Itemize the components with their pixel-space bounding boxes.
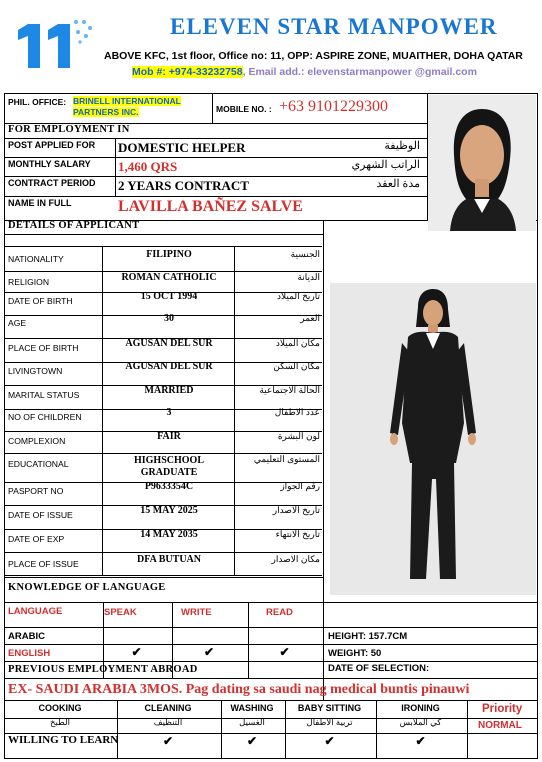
post-arabic: الوظيفة — [384, 140, 420, 152]
detail-row-divider — [4, 271, 322, 272]
language-header: LANGUAGE — [8, 606, 63, 617]
detail-row-divider — [4, 246, 322, 247]
detail-row-divider — [4, 292, 322, 293]
detail-label-8: COMPLEXION — [8, 436, 66, 446]
priority-label: Priority — [482, 703, 523, 715]
detail-value-8: FAIR — [157, 431, 181, 442]
mobile-number: +63 9101229300 — [279, 98, 389, 115]
detail-value-4: AGUSAN DEL SUR — [125, 338, 213, 349]
detail-arabic-8: لون البشرة — [277, 431, 320, 441]
skill-check-1: ✔ — [162, 734, 174, 748]
detail-label-10: PASPORT NO — [8, 486, 64, 496]
detail-value-1: ROMAN CATHOLIC — [121, 272, 217, 283]
detail-value-9-line2: GRADUATE — [140, 467, 198, 478]
detail-arabic-5: مكان السكن — [273, 361, 320, 371]
full-name: LAVILLA BAÑEZ SALVE — [118, 198, 303, 215]
cooking-value: WILLING TO LEARN — [8, 734, 119, 746]
detail-row-divider — [4, 409, 322, 410]
detail-value-2: 15 OCT 1994 — [140, 291, 198, 302]
priority-value: NORMAL — [478, 720, 522, 731]
detail-arabic-9: المستوى التعليمي — [253, 454, 320, 464]
detail-row-divider — [4, 505, 322, 506]
read-header: READ — [266, 607, 293, 618]
detail-arabic-10: رقم الجواز — [280, 481, 320, 491]
applicant-head-photo — [428, 95, 536, 231]
skill-header-arabic-1: التنظيف — [153, 717, 183, 727]
detail-label-12: DATE OF EXP — [8, 534, 65, 544]
salary-value: 1,460 QRS — [118, 159, 178, 174]
mobile-label: MOBILE NO. : — [216, 104, 272, 114]
detail-arabic-11: تاريخ الاصدار — [272, 505, 320, 515]
skill-check-3: ✔ — [324, 734, 335, 748]
detail-value-12: 14 MAY 2035 — [140, 529, 198, 540]
company-address: ABOVE KFC, 1st floor, Office no: 11, OPP: ASPIRE ZONE, MUAITHER, DOHA QATAR — [104, 50, 523, 62]
skill-header-arabic-2: الغسيل — [239, 717, 265, 727]
language-english: ENGLISH — [8, 648, 51, 659]
detail-row-divider — [4, 453, 322, 454]
detail-row-divider — [4, 575, 322, 576]
detail-label-4: PLACE OF BIRTH — [8, 343, 79, 353]
detail-value-11: 15 MAY 2025 — [140, 505, 198, 516]
skill-header-arabic-3: تربية الاطفال — [306, 717, 353, 727]
applicant-full-body-photo — [330, 283, 536, 595]
detail-value-0: FILIPINO — [146, 249, 192, 260]
office-name-line2: PARTNERS INC. — [73, 107, 139, 117]
detail-row-divider — [4, 552, 322, 553]
detail-label-3: AGE — [8, 318, 27, 328]
weight-value: WEIGHT: 50 — [328, 648, 382, 659]
detail-label-9: EDUCATIONAL — [8, 459, 69, 469]
detail-label-0: NATIONALITY — [8, 254, 64, 264]
company-mobile: Mob #: +974-33232758 — [132, 66, 243, 78]
detail-value-7: 3 — [166, 407, 172, 418]
contract-value: 2 YEARS CONTRACT — [118, 178, 249, 193]
company-contact — [132, 66, 477, 78]
language-arabic: ARABIC — [8, 631, 45, 642]
detail-value-3: 30 — [164, 313, 174, 324]
skill-header-arabic-4: كي الملابس — [399, 717, 442, 727]
language-section-title: KNOWLEDGE OF LANGUAGE — [8, 582, 166, 593]
english-speak-check: ✔ — [131, 645, 142, 659]
post-value: DOMESTIC HELPER — [118, 140, 246, 155]
skill-check-2: ✔ — [246, 734, 258, 748]
detail-arabic-1: الديانة — [297, 272, 320, 282]
date-of-selection: DATE OF SELECTION: — [328, 663, 430, 674]
previous-employment-text: EX- SAUDI ARABIA 3MOS. Pag dating sa saudi nag medical buntis pinauwi — [8, 682, 470, 697]
skill-check-4: ✔ — [415, 734, 426, 748]
detail-value-10: P9633354C — [144, 481, 194, 492]
detail-value-13: DFA BUTUAN — [137, 554, 201, 565]
detail-arabic-6: الحالة الاجتماعية — [259, 385, 320, 395]
english-read-check: ✔ — [279, 645, 290, 659]
detail-arabic-12: تاريخ الانتهاء — [275, 529, 320, 539]
skill-header-2: WASHING — [230, 703, 274, 713]
skill-header-1: CLEANING — [144, 703, 192, 713]
skill-header-4: IRONING — [401, 703, 440, 713]
detail-arabic-3: العمر — [300, 313, 320, 323]
detail-column-divider — [234, 246, 235, 575]
name-label: NAME IN FULL — [8, 198, 72, 208]
detail-row-divider — [4, 482, 322, 483]
detail-arabic-0: الجنسية — [290, 249, 320, 259]
contract-label: CONTRACT PERIOD — [8, 178, 96, 188]
english-write-check: ✔ — [203, 645, 215, 659]
employment-section-title: FOR EMPLOYMENT IN — [8, 124, 130, 135]
skill-header-3: BABY SITTING — [297, 703, 362, 713]
detail-row-divider — [4, 338, 322, 339]
detail-row-divider — [4, 315, 322, 316]
detail-label-5: LIVINGTOWN — [8, 366, 63, 376]
detail-row-divider — [4, 431, 322, 432]
detail-arabic-2: تاريخ الميلاد — [277, 291, 320, 301]
company-title: ELEVEN STAR MANPOWER — [170, 14, 498, 39]
office-name-line1: BRINELL INTERNATIONAL — [73, 96, 181, 106]
detail-arabic-7: عدد الاطفال — [274, 407, 320, 417]
company-email: , Email add.: elevenstarmanpower @gmail.com — [242, 66, 477, 78]
detail-label-2: DATE OF BIRTH — [8, 296, 73, 306]
contract-arabic: مدة العقد — [376, 178, 420, 190]
company-logo — [14, 16, 94, 72]
write-header: WRITE — [181, 607, 212, 618]
height-value: HEIGHT: 157.7CM — [328, 631, 408, 642]
detail-arabic-13: مكان الاصدار — [271, 554, 320, 564]
detail-row-divider — [4, 362, 322, 363]
details-section-title: DETAILS OF APPLICANT — [8, 220, 140, 231]
detail-value-9: HIGHSCHOOL — [133, 455, 204, 466]
detail-label-13: PLACE OF ISSUE — [8, 559, 79, 569]
detail-value-5: AGUSAN DEL SUR — [125, 361, 213, 372]
speak-header: SPEAK — [104, 607, 137, 618]
detail-label-11: DATE OF ISSUE — [8, 510, 73, 520]
skill-header-0: COOKING — [38, 703, 82, 713]
detail-label-7: NO OF CHILDREN — [8, 412, 82, 422]
detail-label-6: MARITAL STATUS — [8, 390, 80, 400]
detail-row-divider — [4, 385, 322, 386]
detail-value-6: MARRIED — [144, 385, 194, 396]
skill-header-arabic-0: الطبخ — [50, 717, 70, 727]
detail-label-1: RELIGION — [8, 277, 50, 287]
salary-label: MONTHLY SALARY — [8, 159, 91, 169]
salary-arabic: الراتب الشهري — [351, 159, 420, 171]
detail-row-divider — [4, 529, 322, 530]
detail-column-divider — [102, 246, 103, 575]
previous-employment-title: PREVIOUS EMPLOYMENT ABROAD — [8, 664, 198, 675]
detail-arabic-4: مكان الميلاد — [275, 338, 320, 348]
post-label: POST APPLIED FOR — [8, 140, 96, 150]
office-label: PHIL. OFFICE: — [8, 97, 67, 107]
